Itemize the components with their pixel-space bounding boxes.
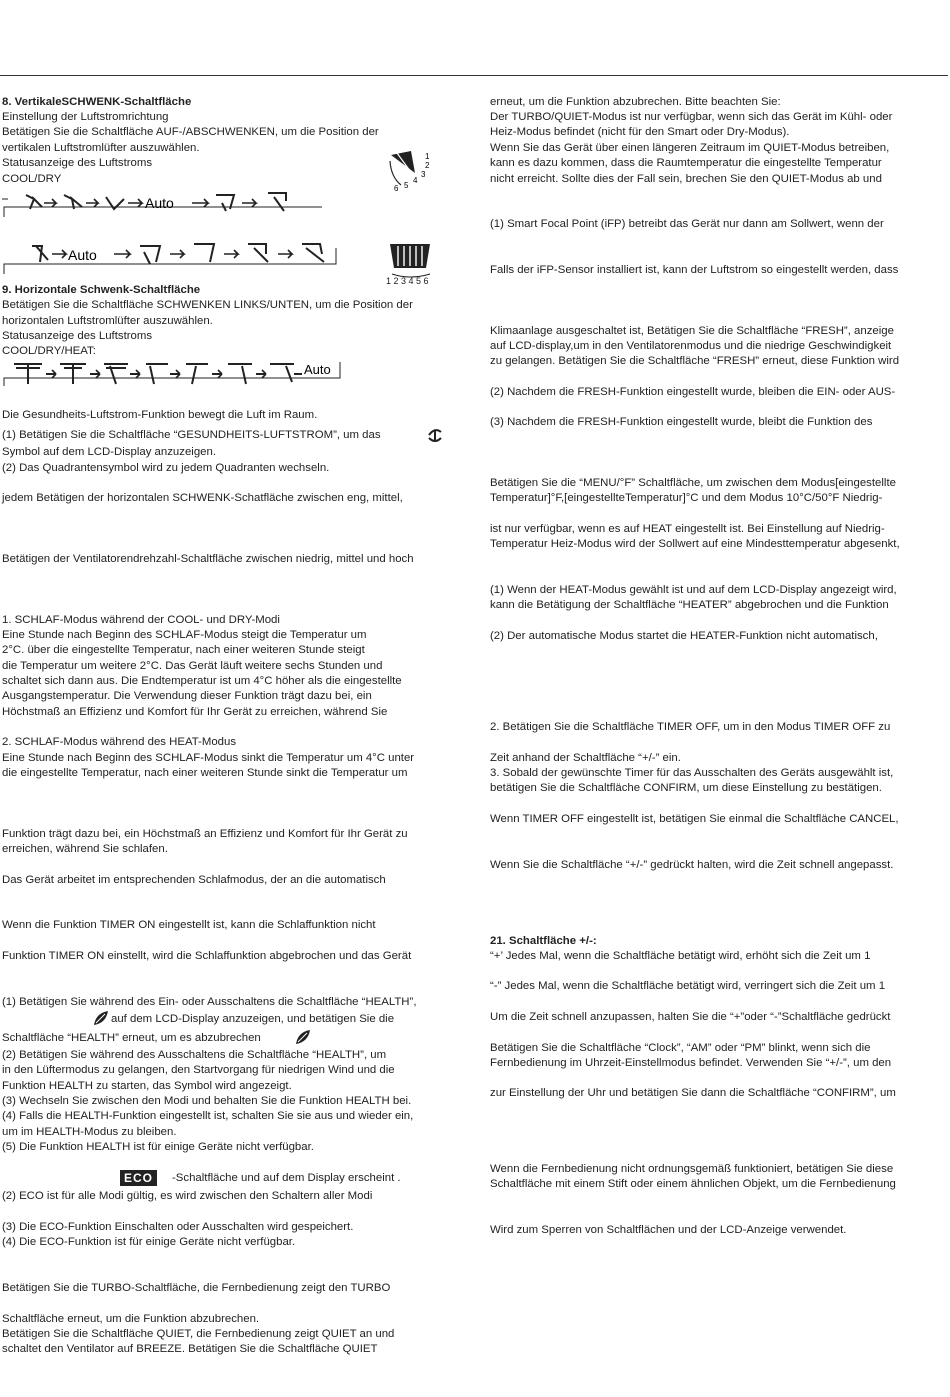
text-line: kann es dazu kommen, dass die Raumtemperatur die eingestellte Temperatur — [490, 157, 882, 169]
text-line: auf LCD-display,um in den Ventilatorenmodus und die niedrige Geschwindigkeit — [490, 340, 892, 352]
text-line: Höchstmaß an Effizienz und Komfort für Ihr Gerät zu erreichen, während Sie — [2, 706, 388, 718]
text-line: “-” Jedes Mal, wenn die Schaltfläche betätigt wird, verringert sich die Zeit um 1 — [490, 980, 886, 992]
text-line: Betätigen Sie die “MENU/°F” Schaltfläche, um zwischen dem Modus[eingestellte — [490, 477, 896, 489]
text-line: Betätigen Sie die Schaltfläche QUIET, die Fernbedienung zeigt QUIET an und — [2, 1328, 395, 1340]
text-line: (4) Die ECO-Funktion ist für einige Geräte nicht verfügbar. — [2, 1236, 296, 1248]
text-line: Wenn TIMER OFF eingestellt ist, betätigen Sie einmal die Schaltfläche CANCEL, — [490, 813, 899, 825]
text-line: Symbol auf dem LCD-Display anzuzeigen. — [2, 446, 216, 458]
text-line: zu gelangen. Betätigen Sie die Schaltfläche “FRESH” erneut, diese Funktion wird — [490, 355, 900, 367]
auto-label: Auto — [145, 195, 174, 211]
text-line: Klimaanlage ausgeschaltet ist, Betätigen Sie die Schaltfläche “FRESH”, anzeige — [490, 325, 894, 337]
text-line: Temperatur Heiz-Modus wird der Sollwert auf eine Mindesttemperatur abgesenkt, — [490, 538, 900, 550]
fan-num: 6 — [394, 184, 399, 193]
text-line: horizontalen Luftstromlüfter auszuwählen. — [2, 315, 213, 327]
text-line: auf dem LCD-Display anzuzeigen, und betätigen Sie die — [111, 1013, 395, 1025]
text-line: Eine Stunde nach Beginn des SCHLAF-Modus sinkt die Temperatur um 4°C unter — [2, 752, 415, 764]
fan-num: 2 — [425, 161, 430, 170]
text-line: Heiz-Modus befindet (nicht für den Smart oder Dry-Modus). — [490, 126, 790, 138]
text-line: nicht erreicht. Sollte dies der Fall sein, brechen Sie den QUIET-Modus ab und — [490, 173, 882, 185]
text-line: Schaltfläche mit einem Stift oder einem ähnlichen Objekt, um die Fernbedienung — [490, 1178, 896, 1190]
text-line: Betätigen Sie die Schaltfläche “Clock”, “AM” oder “PM” blinkt, wenn sich die — [490, 1042, 871, 1054]
fan-num: 5 — [404, 181, 409, 190]
text-line: Statusanzeige des Luftstroms — [2, 157, 153, 169]
text-line: Wird zum Sperren von Schaltflächen und der LCD-Anzeige verwendet. — [490, 1224, 847, 1236]
text-line: (2) Betätigen Sie während des Ausschaltens die Schaltfläche “HEALTH”, um — [2, 1049, 387, 1061]
text-line: ist nur verfügbar, wenn es auf HEAT eingestellt ist. Bei Einstellung auf Niedrig- — [490, 523, 885, 535]
text-line: Das Gerät arbeitet im entsprechenden Schlafmodus, der an die automatisch — [2, 874, 386, 886]
text-line: die eingestellte Temperatur, nach einer weiteren Stunde sinkt die Temperatur um — [2, 767, 408, 779]
section-8-title: 8. VertikaleSCHWENK-Schaltfläche — [2, 96, 192, 108]
text-line: um im HEALTH-Modus zu bleiben. — [2, 1126, 177, 1138]
vertical-swing-sequence-heat — [2, 238, 342, 278]
fan-num: 3 — [421, 170, 426, 179]
text-line: 2. Betätigen Sie die Schaltfläche TIMER OFF, um in den Modus TIMER OFF zu — [490, 721, 891, 733]
text-line: betätigen Sie die Schaltfläche CONFIRM, um diese Einstellung zu bestätigen. — [490, 782, 882, 794]
text-line: Wenn die Fernbedienung nicht ordnungsgemäß funktioniert, betätigen Sie diese — [490, 1163, 894, 1175]
health-leaf-icon — [294, 1028, 312, 1046]
text-line: 3. Sobald der gewünschte Timer für das Ausschalten des Geräts ausgewählt ist, — [490, 767, 894, 779]
text-line: in den Lüftermodus zu gelangen, den Startvorgang für niedrigen Wind und die — [2, 1064, 395, 1076]
text-line: (3) Wechseln Sie zwischen den Modi und behalten Sie die Funktion HEALTH bei. — [2, 1095, 412, 1107]
fan-num: 1 — [425, 152, 430, 161]
text-line: (1) Wenn der HEAT-Modus gewählt ist und auf dem LCD-Display angezeigt wird, — [490, 584, 897, 596]
text-line: Ausgangstemperatur. Die Verwendung dieser Funktion trägt dazu bei, ein — [2, 690, 372, 702]
text-line: die Temperatur um weitere 2°C. Das Gerät läuft weitere sechs Stunden und — [2, 660, 383, 672]
text-line: (2) Der automatische Modus startet die HEATER-Funktion nicht automatisch, — [490, 630, 878, 642]
section-21-title: 21. Schaltfläche +/-: — [490, 935, 597, 947]
text-line: 2°C. über die eingestellte Temperatur, nach einer weiteren Stunde steigt — [2, 644, 365, 656]
fan-num: 4 — [413, 176, 418, 185]
auto-label: Auto — [68, 247, 97, 263]
header-rule — [0, 75, 948, 76]
text-line: (2) Nachdem die FRESH-Funktion eingestellt wurde, bleiben die EIN- oder AUS- — [490, 386, 896, 398]
horizontal-swing-sequence — [2, 358, 347, 394]
text-line: Temperatur]°F,[eingestellteTemperatur]°C und dem Modus 10°C/50°F Niedrig- — [490, 492, 883, 504]
text-line: erneut, um die Funktion abzubrechen. Bitte beachten Sie: — [490, 96, 781, 108]
text-line: Betätigen der Ventilatorendrehzahl-Schaltfläche zwischen niedrig, mittel und hoch — [2, 553, 414, 565]
text-line: “+’ Jedes Mal, wenn die Schaltfläche betätigt wird, erhöht sich die Zeit um 1 — [490, 950, 871, 962]
text-line: Wenn Sie die Schaltfläche “+/-” gedrückt halten, wird die Zeit schnell angepasst. — [490, 859, 894, 871]
text-line: Betätigen Sie die TURBO-Schaltfläche, die Fernbedienung zeigt den TURBO — [2, 1282, 391, 1294]
text-line: (1) Betätigen Sie die Schaltfläche “GESUNDHEITS-LUFTSTROM”, um das — [2, 429, 381, 441]
text-line: Funktion TIMER ON einstellt, wird die Schlaffunktion abgebrochen und das Gerät — [2, 950, 412, 962]
text-line: (1) Smart Focal Point (iFP) betreibt das Gerät nur dann am Sollwert, wenn der — [490, 218, 884, 230]
health-airflow-icon — [426, 426, 444, 444]
text-line: Wenn Sie das Gerät über einen längeren Zeitraum im QUIET-Modus betreiben, — [490, 142, 890, 154]
text-line: 2. SCHLAF-Modus während des HEAT-Modus — [2, 736, 237, 748]
text-line: Funktion HEALTH zu starten, das Symbol wird angezeigt. — [2, 1080, 292, 1092]
text-line: Betätigen Sie die Schaltfläche AUF-/ABSCHWENKEN, um die Position der — [2, 126, 379, 138]
text-line: Schaltfläche “HEALTH” erneut, um es abzubrechen — [2, 1032, 261, 1044]
text-line: Statusanzeige des Luftstroms — [2, 330, 153, 342]
section-9-title: 9. Horizontale Schwenk-Schaltfläche — [2, 284, 201, 296]
text-line: zur Einstellung der Uhr und betätigen Sie dann die Schaltfläche “CONFIRM”, um — [490, 1087, 896, 1099]
text-line: Fernbedienung im Uhrzeit-Einstellmodus befindet. Verwenden Sie “+/-”, um den — [490, 1057, 892, 1069]
text-line: Einstellung der Luftstromrichtung — [2, 111, 169, 123]
text-line: 1. SCHLAF-Modus während der COOL- und DRY-Modi — [2, 614, 280, 626]
eco-badge: ECO — [120, 1170, 157, 1186]
text-line: Betätigen Sie die Schaltfläche SCHWENKEN LINKS/UNTEN, um die Position der — [2, 299, 413, 311]
text-line: Falls der iFP-Sensor installiert ist, kann der Luftstrom so eingestellt werden, dass — [490, 264, 899, 276]
text-line: schaltet den Ventilator auf BREEZE. Betätigen Sie die Schaltfläche QUIET — [2, 1343, 378, 1355]
text-line: Funktion trägt dazu bei, ein Höchstmaß an Effizienz und Komfort für Ihr Gerät zu — [2, 828, 408, 840]
text-line: (3) Die ECO-Funktion Einschalten oder Ausschalten wird gespeichert. — [2, 1221, 354, 1233]
text-line: erreichen, während Sie schlafen. — [2, 843, 168, 855]
text-line: -Schaltfläche und auf dem Display erscheint . — [172, 1172, 401, 1184]
text-line: COOL/DRY — [2, 173, 62, 185]
text-line: (5) Die Funktion HEALTH ist für einige Geräte nicht verfügbar. — [2, 1141, 314, 1153]
fan-num-row: 1 2 3 4 5 6 — [386, 276, 429, 286]
text-line: Zeit anhand der Schaltfläche “+/-” ein. — [490, 752, 681, 764]
text-line: (2) Das Quadrantensymbol wird zu jedem Quadranten wechseln. — [2, 462, 330, 474]
health-leaf-icon — [92, 1009, 110, 1027]
text-line: (1) Betätigen Sie während des Ein- oder Ausschaltens die Schaltfläche “HEALTH”, — [2, 996, 417, 1008]
vertical-fan-icon — [385, 147, 437, 193]
text-line: Um die Zeit schnell anzupassen, halten Sie die “+”oder “-”Schaltfläche gedrückt — [490, 1011, 891, 1023]
vertical-swing-sequence-cool — [2, 187, 332, 223]
text-line: (3) Nachdem die FRESH-Funktion eingestellt wurde, bleibt die Funktion des — [490, 416, 873, 428]
text-line: Der TURBO/QUIET-Modus ist nur verfügbar, wenn sich das Gerät im Kühl- oder — [490, 111, 893, 123]
text-line: Wenn die Funktion TIMER ON eingestellt ist, kann die Schlaffunktion nicht — [2, 919, 376, 931]
text-line: schaltet sich dann aus. Die Endtemperatur ist um 4°C höher als die eingestellte — [2, 675, 402, 687]
text-line: Eine Stunde nach Beginn des SCHLAF-Modus steigt die Temperatur um — [2, 629, 367, 641]
text-line: Die Gesundheits-Luftstrom-Funktion bewegt die Luft im Raum. — [2, 409, 318, 421]
text-line: (4) Falls die HEALTH-Funktion eingestellt ist, schalten Sie sie aus und wieder ein, — [2, 1110, 414, 1122]
text-line: Schaltfläche erneut, um die Funktion abzubrechen. — [2, 1313, 260, 1325]
text-line: (2) ECO ist für alle Modi gültig, es wird zwischen den Schaltern aller Modi — [2, 1190, 373, 1202]
text-line: jedem Betätigen der horizontalen SCHWENK-Schatfläche zwischen eng, mittel, — [2, 492, 403, 504]
text-line: kann die Betätigung der Schaltfläche “HEATER” abgebrochen und die Funktion — [490, 599, 889, 611]
auto-label: Auto — [304, 362, 331, 377]
text-line: COOL/DRY/HEAT: — [2, 345, 96, 357]
text-line: vertikalen Luftstromlüfter auszuwählen. — [2, 142, 200, 154]
